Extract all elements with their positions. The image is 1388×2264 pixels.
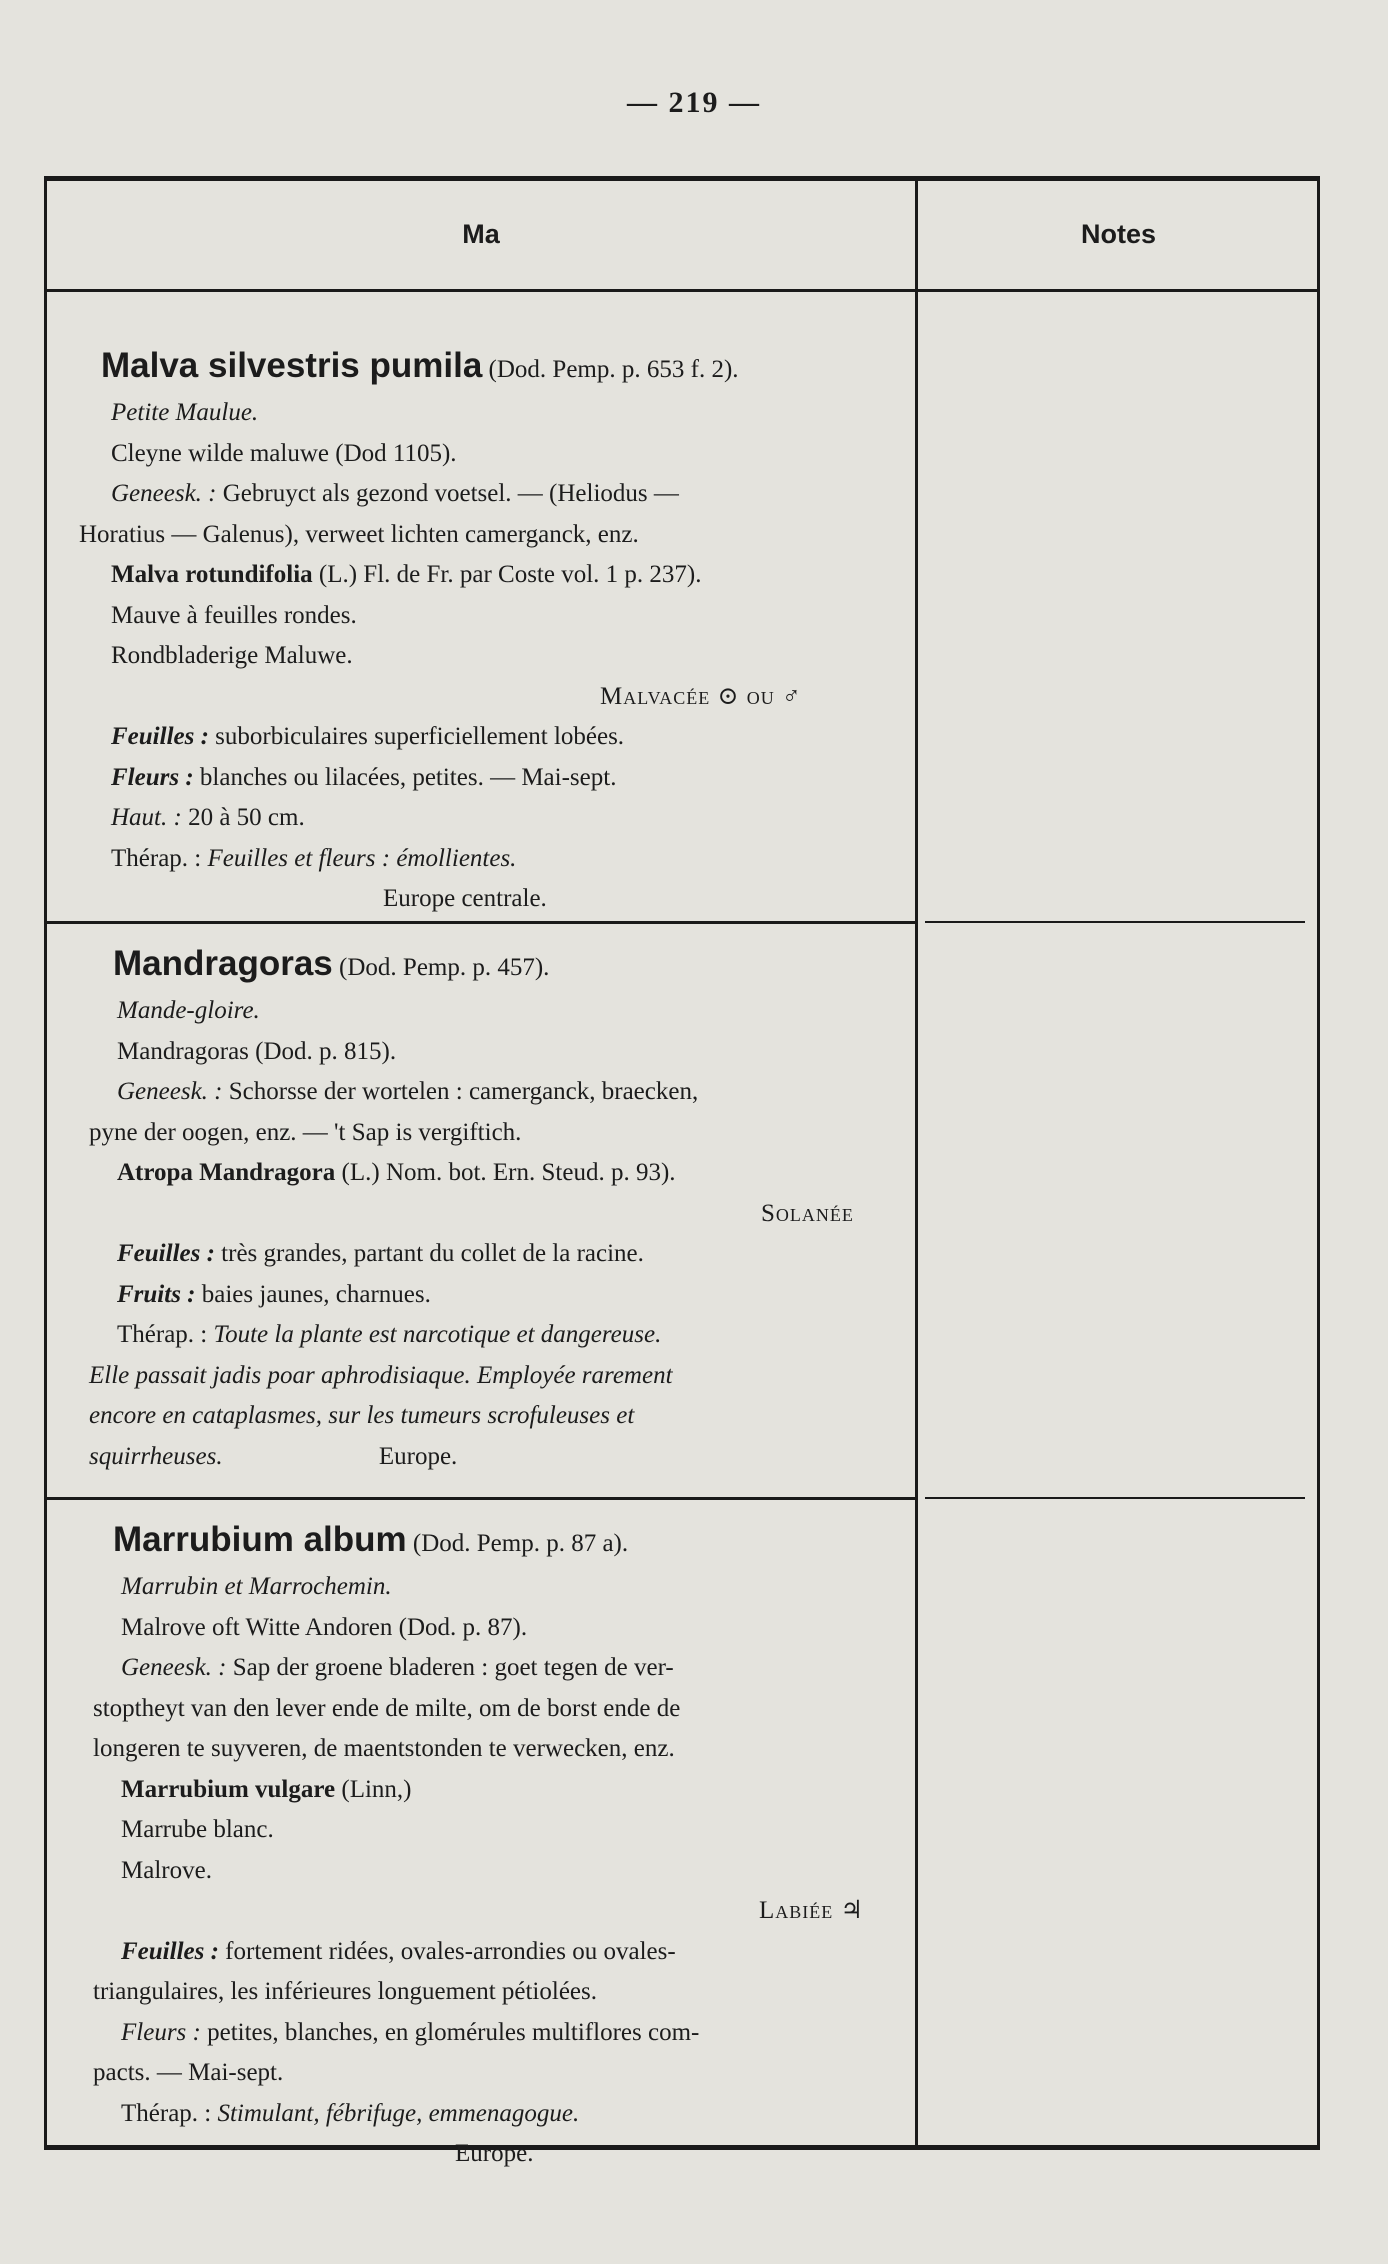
region: Europe. — [455, 2140, 534, 2167]
therap-line-4 — [65, 1437, 905, 1478]
entry-heading-ref: (Dod. Pemp. p. 87 a). — [412, 1530, 629, 1557]
notes-divider — [925, 1497, 1305, 1499]
haut-label: Haut. : — [111, 804, 182, 831]
fruits-label: Fruits : — [117, 1280, 196, 1308]
feuilles-line — [65, 717, 905, 758]
therap-label: Thérap. : — [117, 1321, 208, 1348]
feuilles-text: très grandes, partant du collet de la racine. — [221, 1240, 644, 1267]
entry-heading: Malva silvestris pumila — [101, 346, 483, 385]
therap-line-1 — [65, 1315, 905, 1356]
modern-flemish: Malrove. — [121, 1856, 212, 1884]
entry-divider — [47, 921, 915, 924]
entry-heading: Mandragoras — [113, 944, 333, 983]
therap-text: Stimulant, fébrifuge, emmenagogue. — [217, 2099, 580, 2127]
geneesk-text: Gebruyct als gezond voetsel. — (Heliodus — — [222, 480, 679, 507]
feuilles-text-1: fortement ridées, ovales-arrondies ou ovales- — [225, 1937, 676, 1965]
therap-text: Feuilles et fleurs : émollientes. — [207, 844, 517, 872]
herbal-table — [44, 176, 1320, 2167]
haut-text: 20 à 50 cm. — [188, 804, 305, 831]
geneesk-line-1 — [65, 1072, 905, 1113]
geneesk-line-2: Horatius — Galenus), verweet lichten camerganck, enz. — [79, 520, 639, 548]
column-header-notes: Notes — [1080, 219, 1156, 249]
french-name: Marrubin et Marrochemin. — [121, 1573, 392, 1600]
fruits-text: baies jaunes, charnues. — [201, 1280, 431, 1308]
therap-text-4: squirrheuses. — [89, 1442, 223, 1470]
geneesk-line-2: pyne der oogen, enz. — 't Sap is vergiftich. — [89, 1118, 522, 1146]
geneesk-label: Geneesk. : — [121, 1654, 227, 1681]
fleurs-label: Fleurs : — [121, 2018, 201, 2046]
therap-text-3: encore en cataplasmes, sur les tumeurs scrofuleuses et — [89, 1402, 635, 1429]
flemish-name: Mandragoras (Dod. p. 815). — [117, 1037, 397, 1065]
geneesk-line-1 — [65, 474, 905, 515]
feuilles-label: Feuilles : — [117, 1240, 215, 1267]
entry-heading-line — [65, 1517, 905, 1567]
geneesk-line-2: stoptheyt van den lever ende de milte, om de borst ende de — [93, 1694, 681, 1722]
modern-name: Marrubium vulgare — [121, 1775, 336, 1803]
modern-name-line — [65, 1770, 905, 1811]
feuilles-label: Feuilles : — [111, 723, 209, 750]
modern-name: Atropa Mandragora — [117, 1159, 336, 1186]
fleurs-text: blanches ou lilacées, petites. — Mai-sept. — [199, 763, 617, 791]
family-label: Labiée ♃ — [759, 1897, 864, 1924]
entry-heading-line — [65, 941, 905, 991]
therap-line — [65, 839, 905, 880]
region: Europe. — [378, 1442, 458, 1470]
therap-text-1: Toute la plante est narcotique et dangereuse. — [213, 1321, 662, 1348]
flemish-name: Cleyne wilde maluwe (Dod 1105). — [111, 439, 457, 467]
family-label: Solanée — [761, 1199, 854, 1227]
fruits-line — [65, 1275, 905, 1316]
modern-name-line — [65, 555, 905, 596]
geneesk-text: Sap der groene bladeren : goet tegen de ver- — [232, 1654, 674, 1681]
geneesk-label: Geneesk. : — [111, 480, 217, 507]
feuilles-text-2: triangulaires, les inférieures longuement pétiolées. — [93, 1978, 597, 2005]
modern-ref: (L.) Nom. bot. Ern. Steud. p. 93). — [341, 1159, 676, 1186]
geneesk-line-3: longeren te suyveren, de maentstonden te verwecken, enz. — [93, 1735, 675, 1762]
entry-malva — [65, 343, 905, 920]
fleurs-line — [65, 758, 905, 799]
french-name: Petite Maulue. — [111, 399, 259, 426]
haut-line — [65, 798, 905, 839]
modern-french: Marrube blanc. — [121, 1816, 274, 1843]
therap-line — [65, 2094, 905, 2135]
entry-heading-ref: (Dod. Pemp. p. 653 f. 2). — [488, 356, 739, 383]
column-divider — [915, 181, 918, 2145]
geneesk-line-1 — [65, 1648, 905, 1689]
therap-label: Thérap. : — [111, 844, 202, 872]
feuilles-line — [65, 1234, 905, 1275]
modern-name-line — [65, 1153, 905, 1194]
entry-marrubium — [65, 1517, 905, 2175]
fleurs-line-1 — [65, 2013, 905, 2054]
geneesk-text: Schorsse der wortelen : camerganck, braecken, — [228, 1078, 699, 1105]
feuilles-line-1 — [65, 1932, 905, 1973]
feuilles-label: Feuilles : — [121, 1937, 219, 1965]
geneesk-label: Geneesk. : — [117, 1078, 223, 1105]
modern-ref: (L.) Fl. de Fr. par Coste vol. 1 p. 237). — [318, 561, 702, 588]
flemish-name: Malrove oft Witte Andoren (Dod. p. 87). — [121, 1613, 528, 1641]
feuilles-text: suborbiculaires superficiellement lobées. — [215, 723, 625, 750]
family-label: Malvacée ⊙ ou ♂ — [600, 682, 802, 710]
header-divider — [47, 289, 1319, 292]
entry-mandragoras — [65, 941, 905, 1477]
modern-flemish: Rondbladerige Maluwe. — [111, 642, 353, 669]
entry-divider — [47, 1497, 915, 1500]
fleurs-text-1: petites, blanches, en glomérules multiflores com- — [207, 2018, 700, 2046]
modern-french: Mauve à feuilles rondes. — [111, 601, 357, 629]
region: Europe centrale. — [383, 885, 547, 912]
page-number: — 219 — — [627, 86, 761, 119]
modern-ref: (Linn,) — [341, 1775, 412, 1803]
notes-divider — [925, 921, 1305, 923]
modern-name: Malva rotundifolia — [111, 561, 313, 588]
fleurs-text-2: pacts. — Mai-sept. — [93, 2059, 284, 2086]
therap-label: Thérap. : — [121, 2099, 212, 2127]
french-name: Mande-gloire. — [117, 997, 260, 1024]
therap-text-2: Elle passait jadis poar aphrodisiaque. Employée rarement — [89, 1361, 673, 1389]
column-header-ma: Ma — [462, 219, 500, 249]
entry-heading: Marrubium album — [113, 1520, 407, 1559]
entry-heading-ref: (Dod. Pemp. p. 457). — [339, 954, 550, 981]
fleurs-label: Fleurs : — [111, 763, 194, 791]
entry-heading-line — [65, 343, 905, 393]
